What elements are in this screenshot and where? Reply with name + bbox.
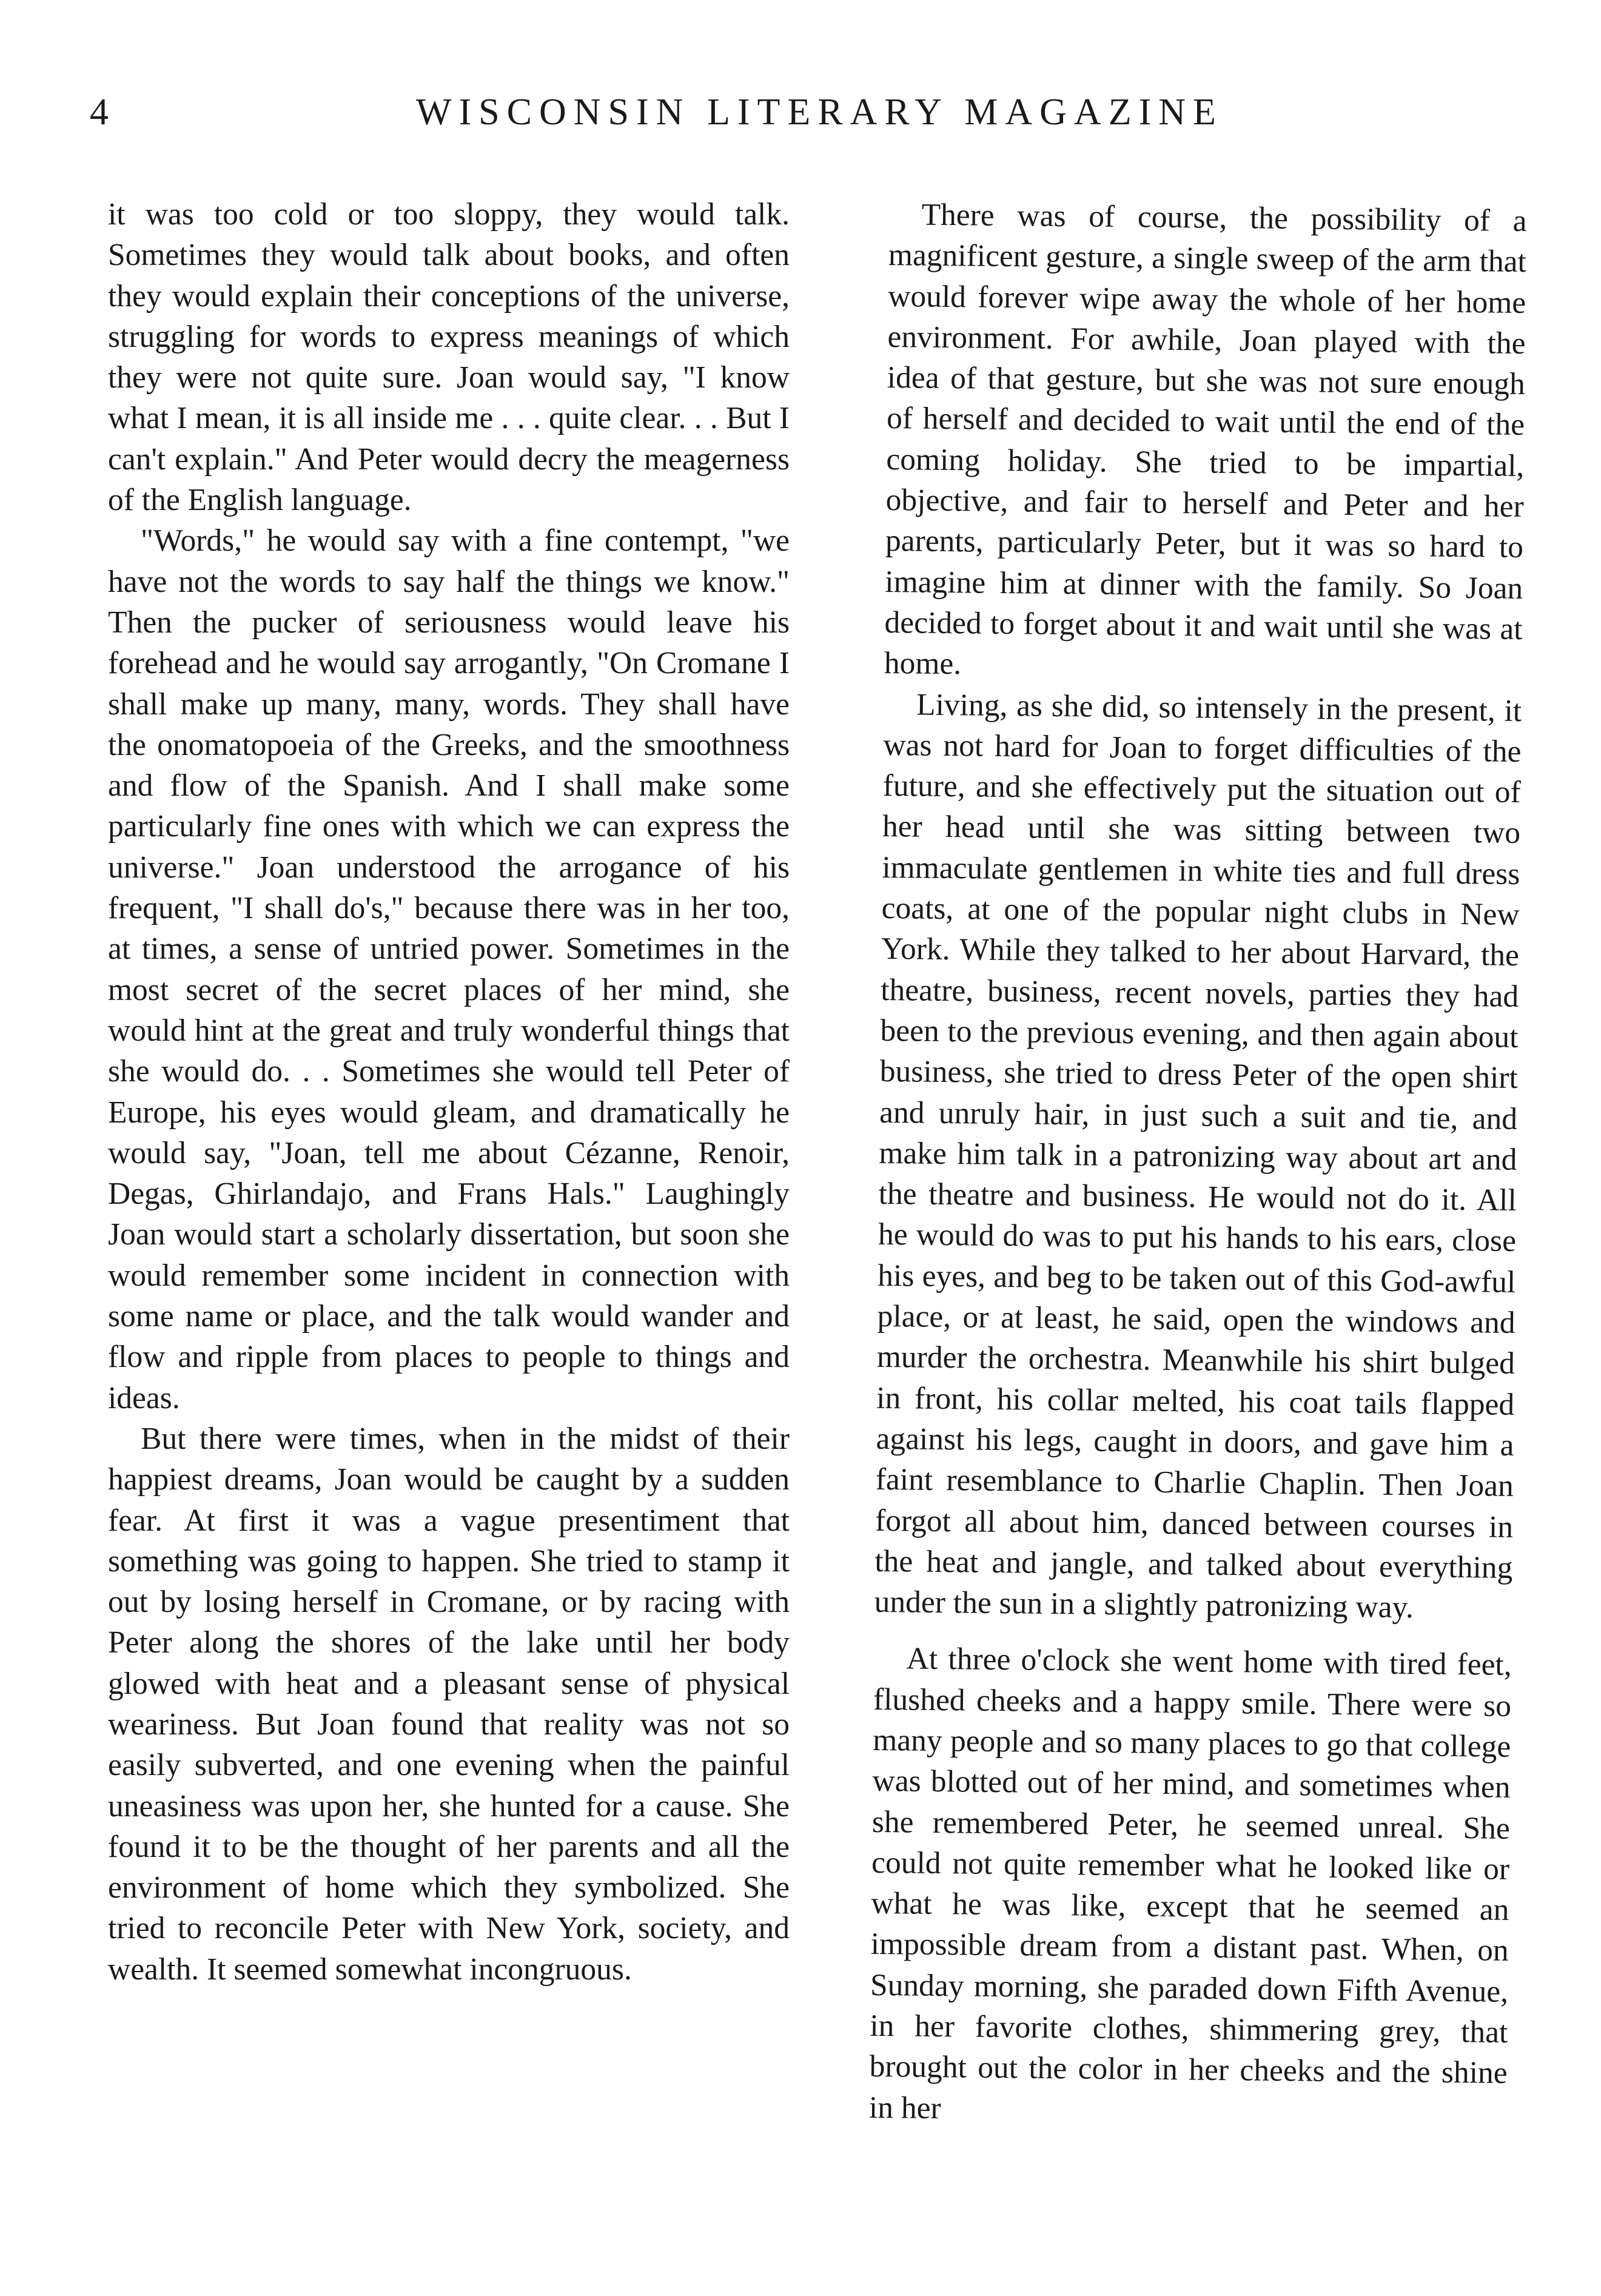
page-number: 4 [90, 92, 110, 133]
page-header [0, 73, 1601, 139]
left-column [108, 194, 790, 1990]
right-column [869, 194, 1527, 2135]
left-paragraph-2: "Words," he would say with a fine contempt, "we have not the words to say half the things we know." Then the pucker of seriousness would leave his forehead and he would say arrogantly, "On Cromane I shall make up many, many, words. They shall have the onomatopoeia of the Greeks, and the smoothness and flow of the Spanish. And I shall make some particularly fine ones with which we can express the universe." Joan understood the arrogance of his frequent, "I shall do's," because there was in her too, at times, a sense of untried power. Sometimes in the most secret of the secret places of her mind, she would hint at the great and truly wonderful things that she would do. . . Sometimes she would tell Peter of Europe, his eyes would gleam, and dramatically he would say, "Joan, tell me about Cézanne, Renoir, Degas, Ghirlandajo, and Frans Hals." Laughingly Joan would start a scholarly dissertation, but soon she would remember some incident in connection with some name or place, and the talk would wander and flow and ripple from places to people to things and ideas. [108, 523, 790, 1415]
right-paragraph-3: At three o'clock she went home with tired feet, flushed cheeks and a happy smile. There were so many people and so many places to go that college was blotted out of her mind, and sometimes when she remembered Peter, he seemed unreal. She could not quite remember what he looked like or what he was like, except that he seemed an impossible dream from a distant past. When, on Sunday morning, she paraded down Fifth Avenue, in her favorite clothes, shimmering grey, that brought out the color in her cheeks and the shine in her [868, 1641, 1512, 2126]
left-paragraph-3: But there were times, when in the midst of their happiest dreams, Joan would be caught by a sudden fear. At first it was a vague presentiment that something was going to happen. She tried to stamp it out by losing herself in Cromane, or by racing with Peter along the shores of the lake until her body glowed with heat and a pleasant sense of physical weariness. But Joan found that reality was not so easily subverted, and one evening when the painful uneasiness was upon her, she hunted for a cause. She found it to be the thought of her parents and all the environment of home which they symbolized. She tried to reconcile Peter with New York, society, and wealth. It seemed somewhat incongruous. [108, 1421, 790, 1987]
magazine-title: WISCONSIN LITERARY MAGAZINE [416, 92, 1223, 133]
right-paragraph-1: There was of course, the possibility of a magnificent gesture, a single sweep of the arm that would forever wipe away the whole of her home environment. For awhile, Joan played with the idea of that gesture, but she was not sure enough of herself and decided to wait until the end of the coming holiday. She tried to be impartial, objective, and fair to herself and Peter and her parents, particularly Peter, but it was so hard to imagine him at dinner with the family. So Joan decided to forget about it and wait until she was at home. [884, 197, 1527, 682]
left-paragraph-1: it was too cold or too sloppy, they would talk. Sometimes they would talk about books, and often they would explain their conceptions of the universe, struggling for words to express meanings of which they were not quite sure. Joan would say, "I know what I mean, it is all inside me . . . quite clear. . . But I can't explain." And Peter would decry the meagerness of the English language. [108, 197, 790, 518]
right-paragraph-2: Living, as she did, so intensely in the present, it was not hard for Joan to forget difficulties of the future, and she effectively put the situation out of her head until she was sitting between two immaculate gentlemen in white ties and full dress coats, at one of the popular night clubs in New York. While they talked to her about Harvard, the theatre, business, recent novels, parties they had been to the previous evening, and then again about business, she tried to dress Peter of the open shirt and unruly hair, in just such a suit and tie, and make him talk in a patronizing way about art and the theatre and business. He would not do it. All he would do was to put his hands to his ears, close his eyes, and beg to be taken out of this God-awful place, or at least, he said, open the windows and murder the orchestra. Meanwhile his shirt bulged in front, his collar melted, his coat tails flapped against his legs, caught in doors, and gave him a faint resemblance to Charlie Chaplin. Then Joan forgot all about him, danced between courses in the heat and jangle, and talked about everything under the sun in a slightly patronizing way. [874, 687, 1522, 1625]
